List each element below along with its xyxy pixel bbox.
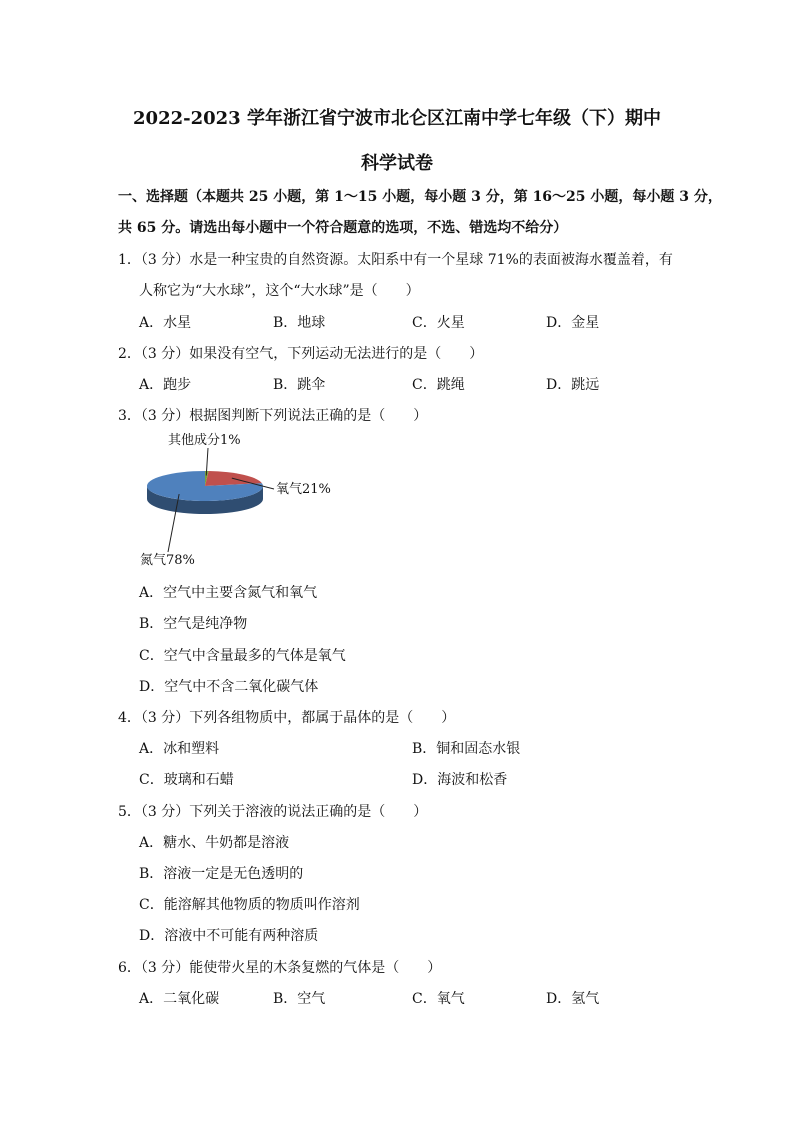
section-heading-line2: 共 65 分。请选出每小题中一个符合题意的选项，不选、错选均不给分） [118,220,568,236]
air-composition-pie-chart [130,430,360,570]
question-4-option-c[interactable]: C．玻璃和石蜡 [139,772,234,788]
question-3-option-b[interactable]: B．空气是纯净物 [139,616,248,632]
question-1-stem-line2: 人称它为“大水球”，这个“大水球”是（ ） [139,283,420,299]
question-2-option-a[interactable]: A．跑步 [139,377,192,393]
question-5-option-b[interactable]: B．溶液一定是无色透明的 [139,866,304,882]
question-6-option-a[interactable]: A．二氧化碳 [139,991,220,1007]
question-2-option-d[interactable]: D．跳远 [546,377,600,393]
question-3-stem: 3．（3 分）根据图判断下列说法正确的是（ ） [118,408,428,424]
question-5-stem: 5．（3 分）下列关于溶液的说法正确的是（ ） [118,804,428,820]
question-5-option-d[interactable]: D．溶液中不可能有两种溶质 [139,928,319,944]
pie-label-nitrogen: 氮气78% [140,553,195,568]
pie-label-other: 其他成分1% [168,433,241,448]
question-4-option-b[interactable]: B．铜和固态水银 [412,741,521,757]
page-title-line2: 科学试卷 [361,153,433,174]
question-6-stem: 6．（3 分）能使带火星的木条复燃的气体是（ ） [118,960,442,976]
question-5-option-a[interactable]: A．糖水、牛奶都是溶液 [139,835,290,851]
question-6-option-c[interactable]: C．氧气 [412,991,465,1007]
pie-label-oxygen: 氧气21% [276,482,331,497]
page-title-line1: 2022-2023 学年浙江省宁波市北仑区江南中学七年级（下）期中 [133,108,661,129]
question-3-option-d[interactable]: D．空气中不含二氧化碳气体 [139,679,319,695]
question-3-option-a[interactable]: A．空气中主要含氮气和氧气 [139,585,318,601]
question-4-option-a[interactable]: A．冰和塑料 [139,741,220,757]
section-heading-line1: 一、选择题（本题共 25 小题，第 1～15 小题，每小题 3 分，第 16～25 小题，每小题 3 分， [118,189,722,205]
question-1-option-d[interactable]: D．金星 [546,315,600,331]
question-2-option-b[interactable]: B．跳伞 [273,377,326,393]
question-1-option-b[interactable]: B．地球 [273,315,326,331]
question-1-option-a[interactable]: A．水星 [139,315,192,331]
question-1-stem-line1: 1．（3 分）水是一种宝贵的自然资源。太阳系中有一个星球 71%的表面被海水覆盖着，有 [118,252,673,268]
question-2-option-c[interactable]: C．跳绳 [412,377,465,393]
question-6-option-b[interactable]: B．空气 [273,991,326,1007]
question-4-stem: 4．（3 分）下列各组物质中，都属于晶体的是（ ） [118,710,456,726]
question-6-option-d[interactable]: D．氢气 [546,991,600,1007]
question-3-option-c[interactable]: C．空气中含量最多的气体是氧气 [139,648,346,664]
question-1-option-c[interactable]: C．火星 [412,315,465,331]
question-5-option-c[interactable]: C．能溶解其他物质的物质叫作溶剂 [139,897,360,913]
question-4-option-d[interactable]: D．海波和松香 [412,772,508,788]
question-2-stem: 2．（3 分）如果没有空气，下列运动无法进行的是（ ） [118,346,484,362]
